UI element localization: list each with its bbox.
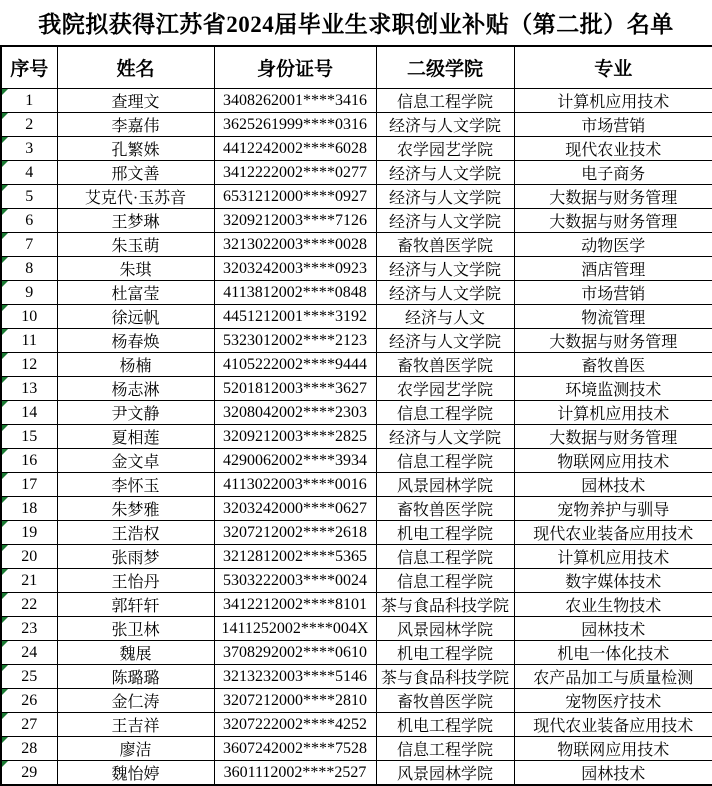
cell-major: 宠物医疗技术	[514, 689, 712, 713]
cell-seq	[1, 425, 57, 449]
cell-error-indicator-icon	[2, 641, 8, 647]
cell-error-indicator-icon	[2, 401, 8, 407]
seq-text: 20	[21, 547, 38, 565]
cell-id-number: 4113022003****0016	[214, 473, 376, 497]
cell-name: 王浩权	[57, 521, 214, 545]
cell-seq	[1, 521, 57, 545]
cell-name: 朱梦雅	[57, 497, 214, 521]
cell-name: 张雨梦	[57, 545, 214, 569]
cell-major: 物流管理	[514, 305, 712, 329]
cell-seq	[1, 473, 57, 497]
seq-text: 7	[25, 235, 34, 253]
cell-college: 信息工程学院	[376, 401, 514, 425]
table-row	[1, 665, 712, 689]
cell-error-indicator-icon	[2, 185, 8, 191]
cell-college: 畜牧兽医学院	[376, 233, 514, 257]
cell-error-indicator-icon	[2, 689, 8, 695]
table-row	[1, 329, 712, 353]
cell-seq	[1, 353, 57, 377]
cell-major: 电子商务	[514, 161, 712, 185]
seq-text: 24	[21, 643, 38, 661]
cell-major: 畜牧兽医	[514, 353, 712, 377]
cell-seq	[1, 545, 57, 569]
seq-text: 29	[21, 763, 38, 781]
table-row	[1, 137, 712, 161]
table-row	[1, 233, 712, 257]
table-row	[1, 161, 712, 185]
cell-error-indicator-icon	[2, 209, 8, 215]
cell-id-number: 3209212003****2825	[214, 425, 376, 449]
cell-college: 信息工程学院	[376, 737, 514, 761]
cell-seq	[1, 257, 57, 281]
seq-text: 26	[21, 691, 38, 709]
cell-major: 计算机应用技术	[514, 545, 712, 569]
cell-error-indicator-icon	[2, 257, 8, 263]
cell-name: 李怀玉	[57, 473, 214, 497]
cell-seq	[1, 185, 57, 209]
cell-major: 市场营销	[514, 281, 712, 305]
table-row	[1, 113, 712, 137]
cell-name: 杨志淋	[57, 377, 214, 401]
cell-error-indicator-icon	[2, 329, 8, 335]
seq-text: 9	[25, 283, 34, 301]
cell-major: 现代农业技术	[514, 137, 712, 161]
table-row	[1, 281, 712, 305]
column-header-college: 二级学院	[376, 46, 514, 89]
cell-college: 信息工程学院	[376, 89, 514, 113]
column-header-id-number: 身份证号	[214, 46, 376, 89]
cell-id-number: 3212812002****5365	[214, 545, 376, 569]
cell-name: 查理文	[57, 89, 214, 113]
cell-college: 农学园艺学院	[376, 137, 514, 161]
cell-id-number: 3207212000****2810	[214, 689, 376, 713]
cell-major: 计算机应用技术	[514, 401, 712, 425]
table-row	[1, 209, 712, 233]
cell-seq	[1, 281, 57, 305]
cell-major: 现代农业装备应用技术	[514, 521, 712, 545]
cell-seq	[1, 137, 57, 161]
cell-seq	[1, 161, 57, 185]
cell-seq	[1, 233, 57, 257]
cell-name: 陈璐璐	[57, 665, 214, 689]
seq-text: 22	[21, 595, 38, 613]
cell-seq	[1, 329, 57, 353]
cell-error-indicator-icon	[2, 617, 8, 623]
cell-major: 园林技术	[514, 617, 712, 641]
cell-college: 经济与人文学院	[376, 281, 514, 305]
cell-college: 风景园林学院	[376, 617, 514, 641]
table-row	[1, 425, 712, 449]
table-header	[1, 46, 712, 89]
cell-major: 大数据与财务管理	[514, 185, 712, 209]
cell-name: 廖洁	[57, 737, 214, 761]
table-row	[1, 641, 712, 665]
cell-college: 经济与人文	[376, 305, 514, 329]
cell-name: 夏相莲	[57, 425, 214, 449]
cell-id-number: 6531212000****0927	[214, 185, 376, 209]
cell-college: 畜牧兽医学院	[376, 497, 514, 521]
cell-error-indicator-icon	[2, 593, 8, 599]
cell-college: 经济与人文学院	[376, 113, 514, 137]
cell-error-indicator-icon	[2, 113, 8, 119]
cell-id-number: 4451212001****3192	[214, 305, 376, 329]
cell-college: 机电工程学院	[376, 713, 514, 737]
cell-name: 朱玉萌	[57, 233, 214, 257]
seq-text: 3	[25, 139, 34, 157]
cell-name: 郭轩轩	[57, 593, 214, 617]
cell-seq	[1, 113, 57, 137]
cell-college: 农学园艺学院	[376, 377, 514, 401]
cell-name: 朱琪	[57, 257, 214, 281]
cell-college: 经济与人文学院	[376, 209, 514, 233]
table-row	[1, 89, 712, 113]
seq-text: 25	[21, 667, 38, 685]
table-body	[1, 89, 712, 786]
cell-name: 王吉祥	[57, 713, 214, 737]
seq-text: 13	[21, 379, 38, 397]
cell-id-number: 5303222003****0024	[214, 569, 376, 593]
seq-text: 19	[21, 523, 38, 541]
cell-seq	[1, 737, 57, 761]
seq-text: 6	[25, 211, 34, 229]
cell-college: 机电工程学院	[376, 521, 514, 545]
cell-error-indicator-icon	[2, 281, 8, 287]
cell-name: 孔繁姝	[57, 137, 214, 161]
cell-id-number: 3209212003****7126	[214, 209, 376, 233]
cell-seq	[1, 761, 57, 786]
table-row	[1, 305, 712, 329]
cell-error-indicator-icon	[2, 305, 8, 311]
cell-major: 环境监测技术	[514, 377, 712, 401]
page-title: 我院拟获得江苏省2024届毕业生求职创业补贴（第二批）名单	[38, 12, 674, 37]
seq-text: 21	[21, 571, 38, 589]
cell-error-indicator-icon	[2, 449, 8, 455]
cell-name: 尹文静	[57, 401, 214, 425]
cell-error-indicator-icon	[2, 89, 8, 95]
cell-id-number: 3213022003****0028	[214, 233, 376, 257]
seq-text: 1	[25, 91, 34, 109]
cell-name: 徐远帆	[57, 305, 214, 329]
cell-college: 茶与食品科技学院	[376, 665, 514, 689]
cell-id-number: 3203242003****0923	[214, 257, 376, 281]
seq-text: 8	[25, 259, 34, 277]
cell-error-indicator-icon	[2, 377, 8, 383]
seq-text: 11	[21, 331, 37, 349]
table-row	[1, 521, 712, 545]
seq-text: 12	[21, 355, 38, 373]
cell-major: 大数据与财务管理	[514, 209, 712, 233]
cell-major: 物联网应用技术	[514, 737, 712, 761]
cell-seq	[1, 617, 57, 641]
cell-major: 数字媒体技术	[514, 569, 712, 593]
seq-text: 28	[21, 739, 38, 757]
cell-error-indicator-icon	[2, 761, 8, 767]
cell-major: 物联网应用技术	[514, 449, 712, 473]
table-row	[1, 185, 712, 209]
cell-major: 宠物养护与驯导	[514, 497, 712, 521]
column-header-name: 姓名	[57, 46, 214, 89]
cell-college: 经济与人文学院	[376, 425, 514, 449]
cell-id-number: 3203242000****0627	[214, 497, 376, 521]
table-row	[1, 497, 712, 521]
cell-seq	[1, 401, 57, 425]
cell-seq	[1, 689, 57, 713]
cell-college: 茶与食品科技学院	[376, 593, 514, 617]
cell-seq	[1, 593, 57, 617]
table-header-row	[1, 46, 712, 89]
table-row	[1, 377, 712, 401]
table-row	[1, 593, 712, 617]
cell-id-number: 4113812002****0848	[214, 281, 376, 305]
cell-seq	[1, 713, 57, 737]
seq-text: 16	[21, 451, 38, 469]
seq-text: 14	[21, 403, 38, 421]
cell-seq	[1, 449, 57, 473]
subsidy-roster-table	[0, 45, 712, 786]
cell-error-indicator-icon	[2, 137, 8, 143]
cell-error-indicator-icon	[2, 353, 8, 359]
cell-id-number: 3207212002****2618	[214, 521, 376, 545]
column-header-seq: 序号	[1, 46, 57, 89]
table-row	[1, 617, 712, 641]
cell-error-indicator-icon	[2, 713, 8, 719]
cell-error-indicator-icon	[2, 425, 8, 431]
cell-id-number: 3708292002****0610	[214, 641, 376, 665]
cell-id-number: 3607242002****7528	[214, 737, 376, 761]
table-row	[1, 689, 712, 713]
cell-id-number: 3208042002****2303	[214, 401, 376, 425]
table-row	[1, 737, 712, 761]
cell-seq	[1, 305, 57, 329]
table-row	[1, 545, 712, 569]
table-row	[1, 761, 712, 786]
cell-major: 市场营销	[514, 113, 712, 137]
cell-seq	[1, 89, 57, 113]
cell-name: 李嘉伟	[57, 113, 214, 137]
column-header-major: 专业	[514, 46, 712, 89]
cell-seq	[1, 209, 57, 233]
seq-text: 18	[21, 499, 38, 517]
cell-college: 经济与人文学院	[376, 161, 514, 185]
cell-college: 畜牧兽医学院	[376, 353, 514, 377]
cell-seq	[1, 641, 57, 665]
cell-id-number: 3213232003****5146	[214, 665, 376, 689]
cell-college: 机电工程学院	[376, 641, 514, 665]
cell-id-number: 4105222002****9444	[214, 353, 376, 377]
cell-major: 农业生物技术	[514, 593, 712, 617]
cell-major: 现代农业装备应用技术	[514, 713, 712, 737]
cell-id-number: 1411252002****004X	[214, 617, 376, 641]
seq-text: 10	[21, 307, 38, 325]
cell-error-indicator-icon	[2, 233, 8, 239]
cell-error-indicator-icon	[2, 545, 8, 551]
cell-college: 风景园林学院	[376, 761, 514, 786]
cell-id-number: 3601112002****2527	[214, 761, 376, 786]
cell-college: 经济与人文学院	[376, 329, 514, 353]
cell-name: 艾克代·玉苏音	[57, 185, 214, 209]
cell-error-indicator-icon	[2, 497, 8, 503]
table-row	[1, 353, 712, 377]
cell-major: 酒店管理	[514, 257, 712, 281]
cell-name: 王梦琳	[57, 209, 214, 233]
cell-name: 金文卓	[57, 449, 214, 473]
cell-college: 信息工程学院	[376, 449, 514, 473]
table-row	[1, 401, 712, 425]
cell-seq	[1, 377, 57, 401]
cell-college: 经济与人文学院	[376, 185, 514, 209]
cell-major: 大数据与财务管理	[514, 329, 712, 353]
cell-college: 畜牧兽医学院	[376, 689, 514, 713]
cell-id-number: 3412222002****0277	[214, 161, 376, 185]
cell-error-indicator-icon	[2, 569, 8, 575]
cell-id-number: 5323012002****2123	[214, 329, 376, 353]
cell-id-number: 3625261999****0316	[214, 113, 376, 137]
cell-major: 动物医学	[514, 233, 712, 257]
seq-text: 15	[21, 427, 38, 445]
cell-college: 信息工程学院	[376, 569, 514, 593]
cell-error-indicator-icon	[2, 737, 8, 743]
cell-name: 张卫林	[57, 617, 214, 641]
cell-college: 经济与人文学院	[376, 257, 514, 281]
seq-text: 2	[25, 115, 34, 133]
cell-name: 杨楠	[57, 353, 214, 377]
cell-seq	[1, 569, 57, 593]
table-row	[1, 473, 712, 497]
seq-text: 17	[21, 475, 38, 493]
table-row	[1, 257, 712, 281]
seq-text: 23	[21, 619, 38, 637]
cell-seq	[1, 665, 57, 689]
seq-text: 4	[25, 163, 34, 181]
cell-college: 风景园林学院	[376, 473, 514, 497]
cell-major: 计算机应用技术	[514, 89, 712, 113]
cell-error-indicator-icon	[2, 521, 8, 527]
seq-text: 27	[21, 715, 38, 733]
cell-name: 杜富莹	[57, 281, 214, 305]
cell-seq	[1, 497, 57, 521]
cell-name: 王怡丹	[57, 569, 214, 593]
cell-major: 农产品加工与质量检测	[514, 665, 712, 689]
cell-error-indicator-icon	[2, 161, 8, 167]
cell-id-number: 3207222002****4252	[214, 713, 376, 737]
cell-name: 魏展	[57, 641, 214, 665]
cell-name: 魏怡婷	[57, 761, 214, 786]
cell-name: 杨春焕	[57, 329, 214, 353]
cell-major: 机电一体化技术	[514, 641, 712, 665]
cell-id-number: 3408262001****3416	[214, 89, 376, 113]
cell-id-number: 4290062002****3934	[214, 449, 376, 473]
cell-id-number: 4412242002****6028	[214, 137, 376, 161]
cell-name: 邢文善	[57, 161, 214, 185]
cell-error-indicator-icon	[2, 665, 8, 671]
table-row	[1, 449, 712, 473]
cell-major: 园林技术	[514, 473, 712, 497]
cell-id-number: 3412212002****8101	[214, 593, 376, 617]
seq-text: 5	[25, 187, 34, 205]
cell-major: 大数据与财务管理	[514, 425, 712, 449]
cell-college: 信息工程学院	[376, 545, 514, 569]
cell-major: 园林技术	[514, 761, 712, 786]
table-row	[1, 713, 712, 737]
cell-name: 金仁涛	[57, 689, 214, 713]
table-row	[1, 569, 712, 593]
cell-id-number: 5201812003****3627	[214, 377, 376, 401]
cell-error-indicator-icon	[2, 473, 8, 479]
